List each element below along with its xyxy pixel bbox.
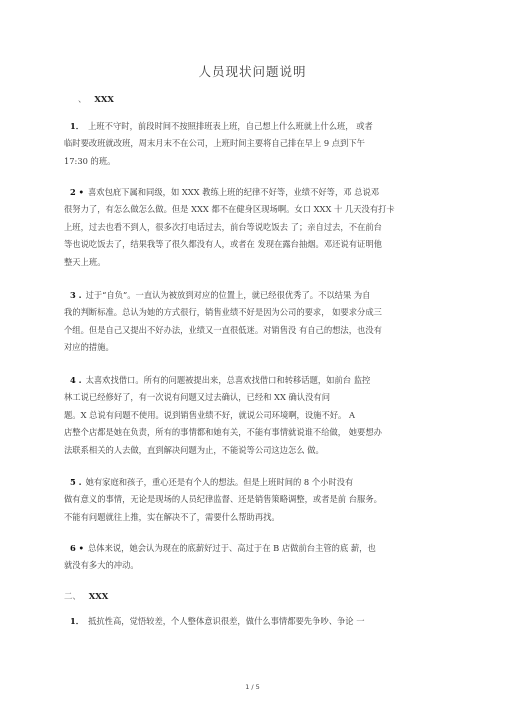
paragraph-text: 17:30 的班。 (64, 155, 116, 166)
paragraph-line (64, 389, 452, 406)
section-number: 、 (78, 94, 87, 104)
paragraph-line (64, 491, 452, 508)
paragraph-text: 个组。但是自己又提出不好办法，业绩又一直很低迷。对销售没 有自己的想法，也没有 (64, 324, 382, 335)
section-number: 二、 (64, 591, 81, 601)
paragraph-text: 总体来说，她会认为现在的底薪好过于、高过于在 B 店做前台主管的底 薪，也 (87, 543, 376, 553)
paragraph-6 (64, 540, 452, 575)
paragraph-line (64, 135, 452, 152)
paragraph-line (70, 613, 452, 630)
paragraph-text: 我的判断标准。总认为她的方式很行，销售业绩不好是因为公司的要求， 如要求分成三 (64, 307, 382, 318)
paragraph-1 (64, 118, 452, 170)
paragraph-text: 喜欢包庇下属和同级，如 XXX 教练上班的纪律不好等，业绩不好等，邓 总说邓 (87, 187, 380, 197)
paragraph-text: 抵抗性高，觉悟较差，个人整体意识很差，做什么事情都要先争吵、争论 一 (88, 616, 365, 626)
paragraph-line (64, 557, 452, 574)
paragraph-line (64, 201, 452, 218)
paragraph-line (64, 236, 452, 253)
paragraph-line (64, 339, 452, 356)
document-title: 人员现状问题说明 (198, 64, 307, 79)
paragraph-text: 法联系相关的人去做，直到解决问题为止，不能说等公司这边怎么 做。 (64, 444, 324, 455)
paragraph-line (64, 219, 452, 236)
paragraph-text: 对应的措施。 (64, 342, 114, 353)
paragraph-number: 3 . (70, 290, 82, 300)
paragraph-text: 做有意义的事情，无论是现场的人员纪律监督、还是销售策略调整，或者是前 台服务。 (64, 494, 382, 505)
paragraph-text: 题。X 总说有问题不使用。说到销售业绩不好，就说公司环境啊，设施不好。 A (64, 409, 355, 420)
paragraph-number: 5 . (70, 477, 82, 487)
section-heading-1 (78, 93, 114, 105)
paragraph-2 (64, 184, 452, 271)
paragraph-text: 上班不守时，前段时间不按照排班表上班，自己想上什么班就上什么班， 或者 (88, 121, 373, 131)
paragraph-text: 店整个店都是她在负责，所有的事情都和她有关，不能有事情就说谁不给做， 她要想办 (64, 427, 382, 438)
paragraph-line (64, 407, 452, 424)
paragraph-section2-1 (64, 613, 452, 630)
paragraph-text: 过于“自负”。一直认为被放到对应的位置上，就已经很优秀了。不以结果 为自 (85, 290, 371, 300)
paragraph-number: 4 . (70, 375, 82, 385)
section-title: XXX (94, 94, 114, 104)
paragraph-text: 临时要改班就改班，周末月末不在公司，上班时间主要将自己排在早上 9 点到下午 (64, 138, 365, 149)
paragraph-line (70, 287, 452, 304)
paragraph-line (70, 184, 452, 201)
paragraph-4 (64, 372, 452, 459)
paragraph-line (64, 322, 452, 339)
paragraph-line (64, 509, 452, 526)
paragraph-line (64, 304, 452, 321)
paragraph-line (70, 540, 452, 557)
paragraph-5 (64, 474, 452, 526)
paragraph-number: 1． (70, 616, 85, 626)
paragraph-text: 等也说吃饭去了，结果我等了很久都没有人，或者在 发现在露台抽烟。邓还说有证明他 (64, 239, 382, 250)
paragraph-text: 就没有多大的冲动。 (64, 560, 139, 571)
paragraph-3 (64, 287, 452, 357)
paragraph-text: 她有家庭和孩子，重心还是有个人的想法。但是上班时间的 8 个小时没有 (85, 477, 354, 487)
paragraph-line (64, 153, 452, 170)
paragraph-text: 太喜欢找借口。所有的问题被提出来，总喜欢找借口和转移话题，如前台 监控 (85, 375, 371, 385)
paragraph-line (70, 372, 452, 389)
paragraph-line (70, 118, 452, 135)
paragraph-number: 6 • (70, 543, 84, 553)
paragraph-text: 林工说已经修好了，有一次说有问题又过去确认，已经和 XX 确认没有问 (64, 392, 330, 403)
section-heading-2 (64, 590, 108, 602)
paragraph-text: 不能有问题就往上推，实在解决不了，需要什么帮助再找。 (64, 511, 280, 522)
paragraph-text: 很努力了，有怎么做怎么做。但是 XXX 都不在健身区现场啊。女口 XXX 十 几天没有打卡 (64, 204, 395, 215)
paragraph-number: 1． (70, 121, 85, 131)
paragraph-text: 上班，过去也看不到人，很多次打电话过去，前台等说吃饭去 了；亲自过去，不在前台 (64, 221, 382, 232)
paragraph-line (64, 424, 452, 441)
paragraph-line (70, 474, 452, 491)
paragraph-line (64, 254, 452, 271)
section-title: XXX (88, 591, 109, 601)
page-number: 1 / 5 (245, 683, 260, 691)
paragraph-number: 2 • (70, 187, 84, 197)
paragraph-text: 整天上班。 (64, 256, 106, 267)
paragraph-line (64, 442, 452, 459)
